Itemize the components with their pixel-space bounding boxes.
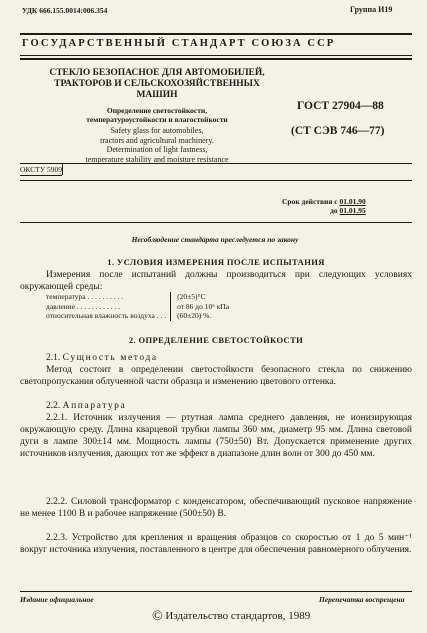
subtitle-russian	[42, 106, 272, 124]
okstu-divider	[62, 164, 63, 175]
title-rule-thick	[20, 58, 412, 60]
validity-from-date: 01.01.90	[339, 197, 366, 206]
header-end-rule	[20, 180, 412, 181]
udk-code: УДК 666.155.0014:006.354	[22, 6, 108, 15]
condition-name: температура . . . . . . . . . .	[46, 292, 124, 301]
title-english	[42, 126, 272, 164]
validity-to-date: 01.01.95	[339, 206, 366, 215]
condition-value: (60±20) %.	[171, 311, 234, 321]
copyright-text: Издательство стандартов, 1989	[165, 610, 311, 622]
title-rule-thin	[20, 55, 412, 56]
condition-row	[46, 292, 233, 302]
clause-2-2-3-body: 2.2.3. Устройство для крепления и вращения образцов со скоростью от 1 до 5 мин⁻¹ вокруг источника излучения, поставленного в центре для обеспечения равномерного облучения.	[20, 533, 412, 555]
clause-2-1-title: Сущность метода	[62, 353, 158, 363]
section-1-body: Измерения после испытаний должны производиться при следующих условиях окружающей среды:	[20, 270, 412, 292]
section-2-title: 2. ОПРЕДЕЛЕНИЕ СВЕТОСТОЙКОСТИ	[128, 335, 304, 345]
title-ru-line: МАШИН	[136, 90, 178, 100]
validity-period	[282, 197, 366, 215]
title-ru-line: ТРАКТОРОВ И СЕЛЬСКОХОЗЯЙСТВЕННЫХ	[54, 79, 260, 89]
okstu-underline	[20, 175, 62, 176]
top-rule	[20, 33, 412, 35]
condition-row	[46, 302, 233, 312]
clause-2-2-number: 2.2.	[46, 401, 61, 411]
condition-value: от 86 до 10⁶ кПа	[171, 302, 234, 312]
subtitle-ru-line: температуроустойкости и влагостойкости	[86, 115, 228, 124]
condition-row	[46, 311, 233, 321]
section-1-text	[20, 269, 412, 293]
condition-value: (20±5)°С	[171, 292, 234, 302]
okstu-rule	[20, 163, 412, 164]
clause-2-1-number: 2.1.	[46, 353, 61, 363]
clause-2-2-1-text	[20, 412, 412, 460]
copyright-line	[152, 609, 310, 625]
validity-rule	[20, 222, 412, 223]
title-ru-line: СТЕКЛО БЕЗОПАСНОЕ ДЛЯ АВТОМОБИЛЕЙ,	[49, 68, 265, 78]
condition-name: давление . . . . . . . . . . . .	[46, 301, 121, 311]
gost-number: ГОСТ 27904—88	[297, 100, 384, 112]
footer-rule	[20, 591, 412, 592]
clause-2-1-body: Метод состоит в определении светостойкости безопасного стекла по снижению светопропускания облученной части образца и изменению цветового оттенка.	[20, 365, 412, 387]
reprint-prohibited-label: Перепечатка воспрещена	[319, 595, 405, 604]
cst-sev-number: (СТ СЭВ 746—77)	[291, 125, 385, 137]
clause-2-1-heading	[20, 352, 412, 364]
clause-2-2-1-body: 2.2.1. Источник излучения — ртутная лампа среднего давления, не ионизирующая окружающую среду. Длина кварцевой трубки лампы 360 мм, диаметр 95 мм. Длина световой дуги в лампе 300±14 мм. Мощность лампы (750±50) Вт. Допускается применение других источников излучения, дающих тот же эффект в диапазоне длин волн от 300 до 450 мм.	[20, 413, 412, 459]
condition-name: относительная влажность воздуха . . .	[46, 311, 167, 320]
copyright-icon: ©	[152, 609, 163, 624]
validity-to-label: до	[330, 206, 338, 215]
clause-2-1-text	[20, 364, 412, 388]
okstu-code: ОКСТУ 5909	[20, 165, 63, 174]
official-edition-label: Издание официальное	[20, 595, 94, 604]
conditions-table	[46, 292, 233, 321]
title-en-line: Safety glass for automobiles,	[110, 126, 204, 135]
section-1-title: 1. УСЛОВИЯ ИЗМЕРЕНИЯ ПОСЛЕ ИСПЫТАНИЯ	[107, 257, 325, 267]
title-russian	[42, 68, 272, 101]
subtitle-ru-line: Определение светостойкости,	[106, 106, 208, 115]
law-notice: Несоблюдение стандарта преследуется по закону	[131, 235, 299, 244]
title-en-line: Determination of light fastness,	[106, 145, 208, 154]
clause-2-2-2-body: 2.2.2. Силовой трансформатор с конденсатором, обеспечивающий пусковое напряжение не менее 1100 В и рабочее напряжение (500±50) В.	[20, 497, 412, 519]
state-standard-title: ГОСУДАРСТВЕННЫЙ СТАНДАРТ СОЮЗА ССР	[22, 38, 336, 49]
clause-2-2-heading	[20, 400, 412, 412]
clause-2-2-2-text	[20, 496, 412, 520]
validity-from-label: Срок действия с	[282, 197, 338, 206]
title-en-line: tractors and agricultural machinery.	[100, 135, 214, 145]
clause-2-2-3-text	[20, 532, 412, 556]
clause-2-2-title: Аппаратура	[62, 401, 127, 411]
title-en-line: temperature stability and moisture resistance	[85, 154, 229, 164]
group-code: Группа И19	[350, 5, 393, 14]
